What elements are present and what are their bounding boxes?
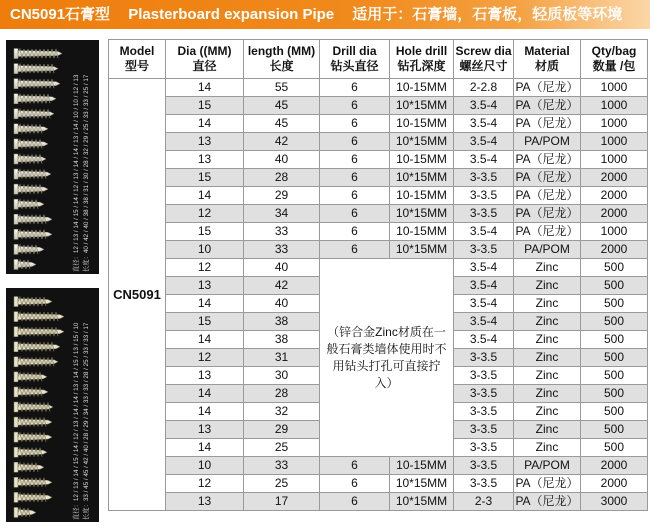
cell-screw-dia: 3.5-4 (454, 331, 514, 349)
cell-dia: 12 (166, 259, 244, 277)
cell-screw-dia: 3-3.5 (454, 169, 514, 187)
cell-length: 38 (244, 331, 320, 349)
cell-material: PA/POM (514, 457, 581, 475)
cell-material: Zinc (514, 331, 581, 349)
anchor-screw-icon (14, 154, 46, 164)
anchor-screw-icon (14, 139, 48, 149)
table-row (109, 259, 648, 277)
cell-length: 31 (244, 349, 320, 367)
cell-screw-dia: 3.5-4 (454, 223, 514, 241)
cell-material: Zinc (514, 367, 581, 385)
table-row (109, 205, 648, 223)
cell-screw-dia: 3.5-4 (454, 133, 514, 151)
cell-screw-dia: 3.5-4 (454, 313, 514, 331)
cell-hole-drill: 10-15MM (390, 187, 454, 205)
cell-material: Zinc (514, 439, 581, 457)
cell-drill-dia: 6 (320, 223, 390, 241)
cell-dia: 12 (166, 475, 244, 493)
cell-qty: 3000 (581, 493, 648, 511)
cell-material: Zinc (514, 349, 581, 367)
cell-qty: 500 (581, 403, 648, 421)
anchor-screw-icon (14, 342, 60, 352)
cell-qty: 500 (581, 295, 648, 313)
cell-hole-drill: 10*15MM (390, 97, 454, 115)
cell-qty: 500 (581, 331, 648, 349)
anchor-screw-icon (14, 372, 47, 382)
banner-usage: 适用于：石膏墙，石膏板，轻质板等环境 (352, 6, 623, 23)
anchor-screw-icon (14, 94, 56, 104)
cell-screw-dia: 3-3.5 (454, 439, 514, 457)
cell-dia: 12 (166, 205, 244, 223)
cell-screw-dia: 3.5-4 (454, 259, 514, 277)
cell-hole-drill: 10*15MM (390, 493, 454, 511)
banner-product-name: Plasterboard expansion Pipe (128, 6, 335, 23)
anchor-screw-icon (14, 79, 60, 89)
cell-hole-drill: 10*15MM (390, 169, 454, 187)
table-row (109, 151, 648, 169)
table-row (109, 475, 648, 493)
cell-screw-dia: 3-3.5 (454, 457, 514, 475)
photo-top-caption-dia: 直径：12 / 13 / 14 / 15 / 14 / 12 / 13 / 14 / 14 / 13 / 14 / 10 / 10 / 12 / 13 (73, 74, 80, 272)
title-banner (0, 0, 650, 29)
cell-screw-dia: 3.5-4 (454, 151, 514, 169)
cell-qty: 500 (581, 439, 648, 457)
cell-length: 40 (244, 295, 320, 313)
cell-material: PA/POM (514, 241, 581, 259)
anchor-photo-graphic-zinc (6, 288, 99, 522)
cell-length: 32 (244, 403, 320, 421)
cell-qty: 500 (581, 421, 648, 439)
header-screw-dia: Screw dia 螺丝尺寸 (454, 40, 514, 79)
anchor-screw-icon (14, 199, 44, 209)
cell-hole-drill: 10*15MM (390, 133, 454, 151)
cell-dia: 13 (166, 151, 244, 169)
cell-screw-dia: 3-3.5 (454, 367, 514, 385)
cell-qty: 2000 (581, 241, 648, 259)
cell-dia: 14 (166, 187, 244, 205)
cell-screw-dia: 3-3.5 (454, 205, 514, 223)
cell-qty: 500 (581, 313, 648, 331)
cell-screw-dia: 3.5-4 (454, 115, 514, 133)
header-drill-dia: Drill dia 钻头直径 (320, 40, 390, 79)
cell-qty: 500 (581, 349, 648, 367)
cell-drill-dia: 6 (320, 205, 390, 223)
cell-qty: 2000 (581, 187, 648, 205)
table-row (109, 223, 648, 241)
anchor-screw-icon (14, 297, 52, 307)
cell-material: PA（尼龙） (514, 205, 581, 223)
cell-drill-dia: 6 (320, 115, 390, 133)
cell-length: 34 (244, 205, 320, 223)
cell-material: Zinc (514, 403, 581, 421)
cell-material: Zinc (514, 385, 581, 403)
anchor-screw-icon (14, 312, 64, 322)
header-length: length (MM) 长度 (244, 40, 320, 79)
table-row (109, 97, 648, 115)
cell-drill-dia: 6 (320, 133, 390, 151)
cell-dia: 15 (166, 169, 244, 187)
header-hole-drill: Hole drill 钻孔深度 (390, 40, 454, 79)
cell-drill-dia: 6 (320, 79, 390, 97)
cell-screw-dia: 3-3.5 (454, 421, 514, 439)
cell-hole-drill: 10*15MM (390, 475, 454, 493)
table-row (109, 493, 648, 511)
cell-hole-drill: 10*15MM (390, 205, 454, 223)
cell-dia: 15 (166, 97, 244, 115)
anchor-screw-icon (14, 462, 44, 472)
anchor-screw-icon (14, 327, 64, 337)
cell-length: 38 (244, 313, 320, 331)
anchor-screw-icon (14, 477, 52, 487)
cell-qty: 2000 (581, 475, 648, 493)
cell-drill-dia: 6 (320, 169, 390, 187)
product-photo-top (6, 40, 99, 274)
cell-qty: 500 (581, 259, 648, 277)
cell-screw-dia: 3-3.5 (454, 403, 514, 421)
anchor-screw-icon (14, 447, 47, 457)
cell-drill-dia: 6 (320, 493, 390, 511)
table-row (109, 169, 648, 187)
cell-screw-dia: 3-3.5 (454, 241, 514, 259)
cell-dia: 13 (166, 133, 244, 151)
cell-dia: 14 (166, 79, 244, 97)
cell-screw-dia: 2-3 (454, 493, 514, 511)
cell-qty: 2000 (581, 457, 648, 475)
cell-length: 30 (244, 367, 320, 385)
cell-length: 40 (244, 151, 320, 169)
cell-qty: 1000 (581, 97, 648, 115)
cell-screw-dia: 3-3.5 (454, 349, 514, 367)
cell-hole-drill: 10*15MM (390, 241, 454, 259)
cell-qty: 1000 (581, 133, 648, 151)
cell-qty: 1000 (581, 151, 648, 169)
cell-hole-drill: 10-15MM (390, 115, 454, 133)
cell-drill-dia: 6 (320, 187, 390, 205)
cell-material: PA（尼龙） (514, 223, 581, 241)
header-model: Model 型号 (109, 40, 166, 79)
anchor-screw-icon (14, 64, 58, 74)
cell-dia: 15 (166, 223, 244, 241)
cell-length: 55 (244, 79, 320, 97)
cell-drill-dia: 6 (320, 475, 390, 493)
cell-screw-dia: 3.5-4 (454, 295, 514, 313)
cell-screw-dia: 2-2.8 (454, 79, 514, 97)
anchor-screw-icon (14, 402, 53, 412)
anchor-screw-icon (14, 169, 51, 179)
cell-hole-drill: 10-15MM (390, 151, 454, 169)
cell-length: 45 (244, 115, 320, 133)
cell-dia: 10 (166, 241, 244, 259)
cell-hole-drill: 10-15MM (390, 79, 454, 97)
cell-hole-drill: 10-15MM (390, 223, 454, 241)
cell-length: 42 (244, 133, 320, 151)
table-row (109, 115, 648, 133)
cell-qty: 500 (581, 385, 648, 403)
cell-material: PA（尼龙） (514, 475, 581, 493)
cell-dia: 13 (166, 493, 244, 511)
cell-material: Zinc (514, 259, 581, 277)
cell-dia: 14 (166, 439, 244, 457)
cell-dia: 15 (166, 313, 244, 331)
cell-qty: 500 (581, 367, 648, 385)
photo-bottom-caption-dia: 直径：12 / 13 / 14 / 15 / 14 / 12 / 13 / 14 / 14 / 13 / 14 / 15 / 13 / 15 / 10 (73, 322, 80, 520)
cell-qty: 2000 (581, 205, 648, 223)
cell-length: 25 (244, 439, 320, 457)
anchor-screw-icon (14, 229, 52, 239)
cell-material: Zinc (514, 295, 581, 313)
cell-length: 33 (244, 457, 320, 475)
anchor-screw-icon (14, 214, 52, 224)
cell-length: 45 (244, 97, 320, 115)
anchor-screw-icon (14, 184, 48, 194)
cell-length: 33 (244, 223, 320, 241)
anchor-screw-icon (14, 49, 62, 59)
anchor-screw-icon (14, 432, 52, 442)
cell-material: PA/POM (514, 133, 581, 151)
cell-screw-dia: 3.5-4 (454, 97, 514, 115)
cell-qty: 2000 (581, 169, 648, 187)
table-row (109, 187, 648, 205)
cell-screw-dia: 3-3.5 (454, 187, 514, 205)
cell-qty: 500 (581, 277, 648, 295)
cell-dia: 13 (166, 277, 244, 295)
cell-material: Zinc (514, 313, 581, 331)
cell-dia: 13 (166, 421, 244, 439)
cell-length: 28 (244, 169, 320, 187)
cell-length: 29 (244, 421, 320, 439)
cell-length: 25 (244, 475, 320, 493)
cell-material: PA（尼龙） (514, 97, 581, 115)
cell-length: 40 (244, 259, 320, 277)
cell-material: PA（尼龙） (514, 187, 581, 205)
anchor-screw-icon (14, 357, 58, 367)
cell-dia: 14 (166, 403, 244, 421)
cell-dia: 10 (166, 457, 244, 475)
cell-screw-dia: 3.5-4 (454, 277, 514, 295)
cell-dia: 14 (166, 385, 244, 403)
photo-top-caption-len: 长度：40 / 42 / 40 / 38 / 38 / 31 / 30 / 28 / 32 / 29 / 25 / 33 / 33 / 25 / 17 (83, 74, 90, 272)
cell-dia: 13 (166, 367, 244, 385)
cell-material: PA（尼龙） (514, 151, 581, 169)
cell-drill-dia: 6 (320, 241, 390, 259)
table-header-row (109, 40, 648, 79)
cell-material: PA（尼龙） (514, 79, 581, 97)
cell-length: 33 (244, 241, 320, 259)
zinc-note-cell: （锌合金Zinc材质在一般石膏类墙体使用时不用钻头打孔可直接拧入） (320, 259, 454, 457)
model-cell: CN5091 (109, 79, 166, 511)
product-photo-bottom (6, 288, 99, 522)
cell-length: 28 (244, 385, 320, 403)
table-row (109, 457, 648, 475)
spec-table (108, 39, 648, 511)
anchor-screw-icon (14, 507, 36, 517)
header-material: Material 材质 (514, 40, 581, 79)
anchor-screw-icon (14, 259, 36, 269)
anchor-screw-icon (14, 109, 54, 119)
cell-drill-dia: 6 (320, 151, 390, 169)
cell-screw-dia: 3-3.5 (454, 475, 514, 493)
cell-dia: 14 (166, 115, 244, 133)
cell-material: PA（尼龙） (514, 493, 581, 511)
anchor-photo-graphic (6, 40, 99, 274)
cell-material: Zinc (514, 421, 581, 439)
anchor-screw-icon (14, 124, 48, 134)
anchor-screw-icon (14, 492, 52, 502)
header-dia: Dia ((MM) 直径 (166, 40, 244, 79)
photo-bottom-caption-len: 长度：33 / 45 / 45 / 42 / 40 / 28 / 29 / 34 / 33 / 33 / 28 / 25 / 33 / 33 / 17 (83, 322, 90, 520)
anchor-screw-icon (14, 387, 48, 397)
cell-dia: 12 (166, 349, 244, 367)
table-row (109, 133, 648, 151)
table-body (109, 79, 648, 511)
cell-material: PA（尼龙） (514, 115, 581, 133)
cell-dia: 14 (166, 295, 244, 313)
cell-screw-dia: 3-3.5 (454, 385, 514, 403)
anchor-screw-icon (14, 244, 44, 254)
header-qty: Qty/bag 数量 /包 (581, 40, 648, 79)
cell-material: PA（尼龙） (514, 169, 581, 187)
table-row (109, 79, 648, 97)
cell-qty: 1000 (581, 115, 648, 133)
cell-hole-drill: 10-15MM (390, 457, 454, 475)
cell-length: 42 (244, 277, 320, 295)
cell-qty: 1000 (581, 79, 648, 97)
anchor-screw-icon (14, 417, 52, 427)
cell-length: 29 (244, 187, 320, 205)
cell-length: 17 (244, 493, 320, 511)
cell-material: Zinc (514, 277, 581, 295)
cell-dia: 14 (166, 331, 244, 349)
banner-model-code: CN5091石膏型 (10, 6, 111, 23)
cell-drill-dia: 6 (320, 97, 390, 115)
cell-drill-dia: 6 (320, 457, 390, 475)
cell-qty: 1000 (581, 223, 648, 241)
table-row (109, 241, 648, 259)
